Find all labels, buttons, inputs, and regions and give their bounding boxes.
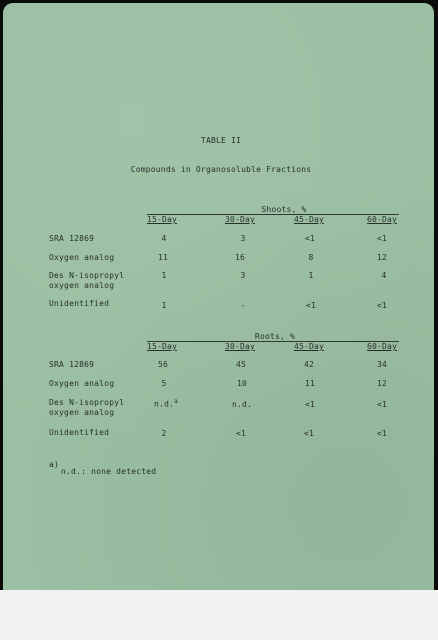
shoots-col-15-day: 15-Day [146,215,178,224]
row-label: Unidentified [49,428,110,437]
cell-value: 34 [376,360,388,369]
shoots-header: Shoots, % [261,205,307,214]
row-label: SRA 12869 [49,234,95,243]
row-label: Oxygen analog [49,253,115,262]
cell-value: n.d. [231,400,253,409]
roots-header-rule [147,341,399,342]
cell-value: - [240,301,246,310]
cell-value: 11 [304,379,316,388]
cell-value: 3 [240,234,246,243]
slide-mount-border [0,590,438,640]
cell-value: 10 [236,379,248,388]
shoots-header-rule [147,214,399,215]
row-label-line2: oxygen analog [49,408,115,417]
cell-value: 12 [376,253,388,262]
cell-value: <1 [305,301,317,310]
cell-value: <1 [304,400,316,409]
cell-value: 3 [240,271,246,280]
row-label-line2: oxygen analog [49,281,115,290]
shoots-col-45-day: 45-Day [293,215,325,224]
cell-value: <1 [304,234,316,243]
cell-value: <1 [376,400,388,409]
footnote-marker-label: a) [49,460,60,469]
table-subtitle: Compounds in Organosoluble Fractions [130,165,312,174]
cell-value: <1 [376,301,388,310]
roots-col-30-day: 30-Day [224,342,256,351]
row-label: Des N-isopropyl [49,271,125,280]
footnote-marker: a [174,398,178,405]
roots-col-15-day: 15-Day [146,342,178,351]
cell-value: <1 [376,429,388,438]
cell-value: 12 [376,379,388,388]
cell-value: <1 [303,429,315,438]
cell-value: 1 [308,271,314,280]
roots-col-45-day: 45-Day [293,342,325,351]
cell-value: 11 [157,253,169,262]
row-label: Oxygen analog [49,379,115,388]
footnote-text: n.d.: none detected [61,467,157,476]
cell-value: 2 [161,429,167,438]
document-page [3,3,434,593]
cell-value: 1 [161,301,167,310]
cell-value: 8 [308,253,314,262]
roots-col-60-day: 60-Day [366,342,398,351]
row-label: Unidentified [49,299,110,308]
cell-value: 42 [303,360,315,369]
cell-value: <1 [235,429,247,438]
cell-value: 5 [161,379,167,388]
row-label: SRA 12869 [49,360,95,369]
cell-value: 1 [161,271,167,280]
shoots-col-30-day: 30-Day [224,215,256,224]
cell-value: 45 [235,360,247,369]
table-title: TABLE II [200,136,242,145]
cell-value: 4 [381,271,387,280]
roots-header: Roots, % [254,332,296,341]
row-label: Des N-isopropyl [49,398,125,407]
cell-value: <1 [376,234,388,243]
cell-value-with-footnote: n.d.$^a$ [154,398,178,409]
cell-value: 56 [157,360,169,369]
cell-value: 16 [234,253,246,262]
cell-value: 4 [161,234,167,243]
shoots-col-60-day: 60-Day [366,215,398,224]
